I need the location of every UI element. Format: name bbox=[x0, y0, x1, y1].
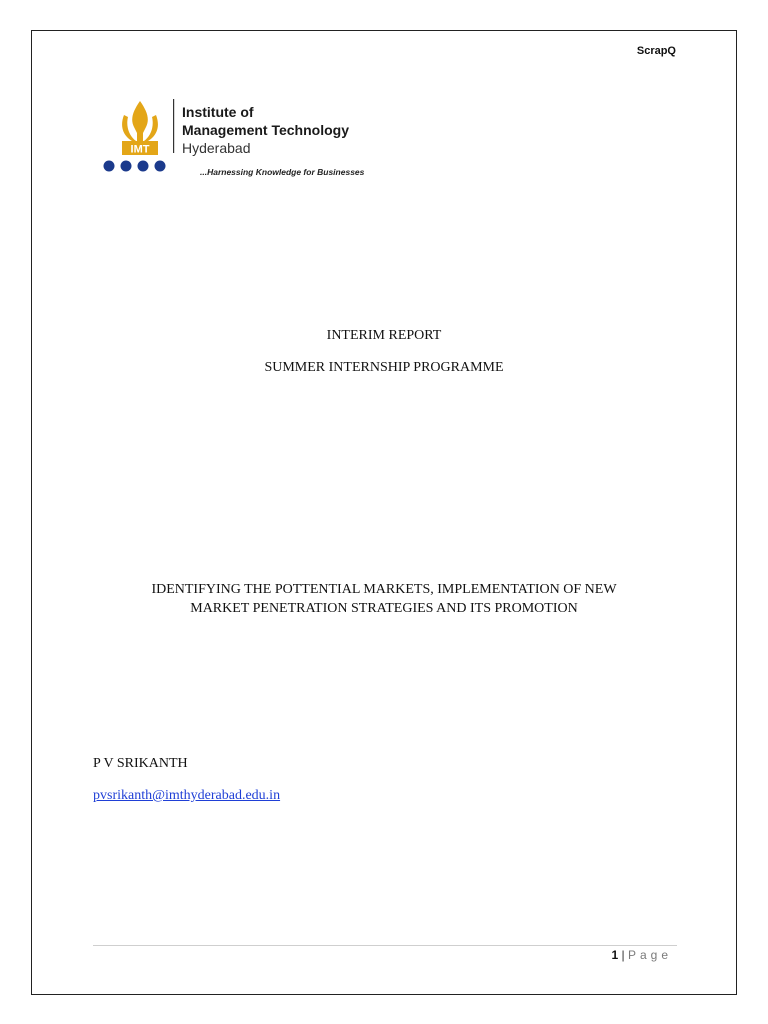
report-topic bbox=[0, 580, 768, 618]
report-title: INTERIM REPORT bbox=[326, 328, 442, 343]
report-topic-line1: IDENTIFYING THE POTTENTIAL MARKETS, IMPLEMENTATION OF NEW bbox=[151, 582, 617, 597]
institute-name-line2: Management Technology bbox=[182, 122, 349, 138]
imt-emblem-icon bbox=[100, 95, 180, 175]
institute-logo bbox=[100, 95, 400, 185]
institute-name bbox=[182, 103, 349, 157]
page-footer bbox=[611, 948, 672, 962]
institute-name-line1: Institute of bbox=[182, 104, 254, 120]
footer-divider bbox=[93, 945, 677, 946]
report-topic-line2: MARKET PENETRATION STRATEGIES AND ITS PROMOTION bbox=[190, 601, 578, 616]
institute-tagline: ...Harnessing Knowledge for Businesses bbox=[200, 167, 365, 177]
page-number: 1 bbox=[611, 948, 619, 962]
author-email-link[interactable]: pvsrikanth@imthyderabad.edu.in bbox=[93, 788, 281, 803]
institute-name-line3: Hyderabad bbox=[182, 140, 251, 156]
logo-abbr: IMT bbox=[130, 143, 150, 156]
footer-separator: | bbox=[621, 948, 625, 962]
report-subtitle: SUMMER INTERNSHIP PROGRAMME bbox=[264, 360, 504, 375]
author-name: P V SRIKANTH bbox=[93, 756, 188, 771]
header-company: ScrapQ bbox=[636, 45, 676, 57]
page-label: Page bbox=[627, 948, 672, 962]
